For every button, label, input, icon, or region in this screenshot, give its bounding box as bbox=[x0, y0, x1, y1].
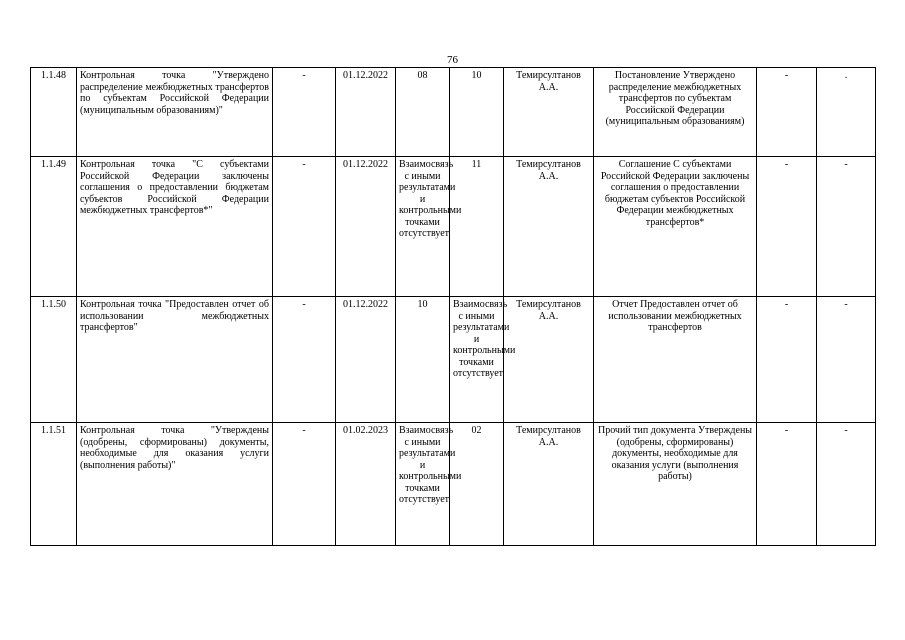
predecessor: 10 bbox=[396, 297, 450, 423]
responsible-person: Темирсултанов А.А. bbox=[504, 68, 594, 157]
dash-cell: - bbox=[273, 297, 336, 423]
dash-cell: - bbox=[273, 423, 336, 546]
successor: 02 bbox=[450, 423, 504, 546]
dash-cell: - bbox=[817, 423, 876, 546]
dash-cell: - bbox=[273, 157, 336, 297]
control-point-description: Контрольная точка "Предоставлен отчет об использовании межбюджетных трансфертов" bbox=[77, 297, 273, 423]
successor: Взаимосвязь с иными результатами и контрольными точками отсутствует bbox=[450, 297, 504, 423]
predecessor: Взаимосвязь с иными результатами и контрольными точками отсутствует bbox=[396, 157, 450, 297]
due-date: 01.02.2023 bbox=[336, 423, 396, 546]
due-date: 01.12.2022 bbox=[336, 157, 396, 297]
responsible-person: Темирсултанов А.А. bbox=[504, 157, 594, 297]
row-number: 1.1.51 bbox=[31, 423, 77, 546]
document-type: Прочий тип документа Утверждены (одобрены, сформированы) документы, необходимые для оказания услуги (выполнения работы) bbox=[594, 423, 757, 546]
table-row bbox=[31, 157, 876, 297]
row-number: 1.1.49 bbox=[31, 157, 77, 297]
responsible-person: Темирсултанов А.А. bbox=[504, 423, 594, 546]
dash-cell: - bbox=[273, 68, 336, 157]
responsible-person: Темирсултанов А.А. bbox=[504, 297, 594, 423]
predecessor: 08 bbox=[396, 68, 450, 157]
dash-cell: . bbox=[817, 68, 876, 157]
predecessor: Взаимосвязь с иными результатами и контрольными точками отсутствует bbox=[396, 423, 450, 546]
row-number: 1.1.50 bbox=[31, 297, 77, 423]
successor: 11 bbox=[450, 157, 504, 297]
table-row bbox=[31, 297, 876, 423]
dash-cell: - bbox=[817, 297, 876, 423]
successor: 10 bbox=[450, 68, 504, 157]
page-number: 76 bbox=[447, 54, 458, 66]
table-row bbox=[31, 423, 876, 546]
dash-cell: - bbox=[757, 297, 817, 423]
dash-cell: - bbox=[757, 68, 817, 157]
document-type: Отчет Предоставлен отчет об использовании межбюджетных трансфертов bbox=[594, 297, 757, 423]
row-number: 1.1.48 bbox=[31, 68, 77, 157]
document-type: Постановление Утверждено распределение межбюджетных трансфертов по субъектам Российской Федерации (муниципальным образованиям) bbox=[594, 68, 757, 157]
dash-cell: - bbox=[757, 423, 817, 546]
control-point-description: Контрольная точка "С субъектами Российской Федерации заключены соглашения о предоставлении бюджетам субъектов Российской Федерации межбюджетных трансфертов*" bbox=[77, 157, 273, 297]
dash-cell: - bbox=[757, 157, 817, 297]
control-point-description: Контрольная точка "Утверждены (одобрены, сформированы) документы, необходимые для оказания услуги (выполнения работы)" bbox=[77, 423, 273, 546]
document-type: Соглашение С субъектами Российской Федерации заключены соглашения о предоставлении бюджетам субъектов Российской Федерации межбюджетных трансфертов* bbox=[594, 157, 757, 297]
control-point-description: Контрольная точка "Утверждено распределение межбюджетных трансфертов по субъектам Российской Федерации (муниципальным образованиям)" bbox=[77, 68, 273, 157]
control-points-table bbox=[30, 67, 876, 546]
due-date: 01.12.2022 bbox=[336, 68, 396, 157]
table-row bbox=[31, 68, 876, 157]
due-date: 01.12.2022 bbox=[336, 297, 396, 423]
dash-cell: - bbox=[817, 157, 876, 297]
